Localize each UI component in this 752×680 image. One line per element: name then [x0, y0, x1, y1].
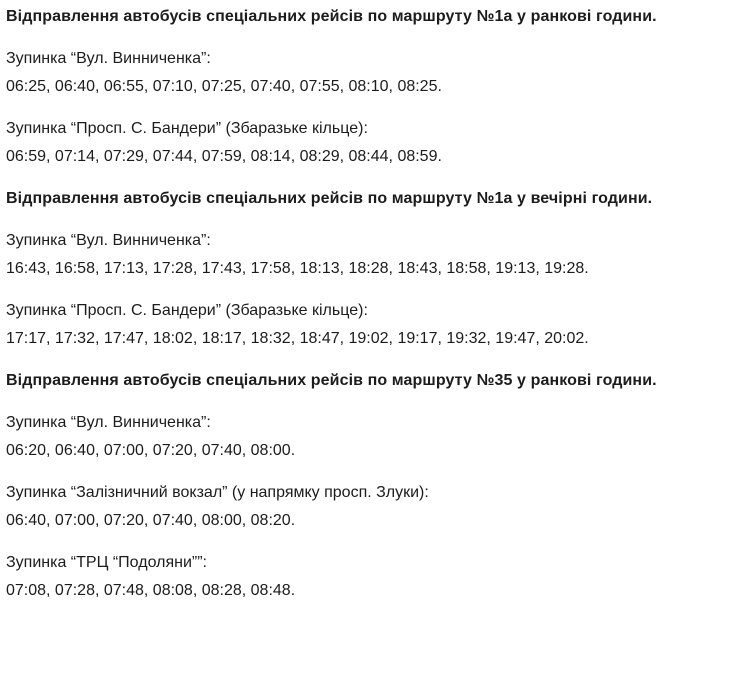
section-title: Відправлення автобусів спеціальних рейсів по маршруту №35 у ранкові години. — [6, 372, 657, 389]
stop-times: 06:59, 07:14, 07:29, 07:44, 07:59, 08:14, 08:29, 08:44, 08:59. — [6, 148, 442, 165]
stop-name: Зупинка “Залізничний вокзал” (у напрямку просп. Злуки): — [6, 484, 429, 501]
stop-name: Зупинка “Просп. С. Бандери” (Збаразьке кільце): — [6, 302, 368, 319]
schedule-section-route-35-morning — [6, 367, 752, 605]
stop-name: Зупинка “Вул. Винниченка”: — [6, 50, 211, 67]
stop-times: 17:17, 17:32, 17:47, 18:02, 18:17, 18:32, 18:47, 19:02, 19:17, 19:32, 19:47, 20:02. — [6, 330, 589, 347]
section-title: Відправлення автобусів спеціальних рейсів по маршруту №1а у вечірні години. — [6, 190, 653, 207]
stop-block-vynnychenka — [6, 45, 752, 101]
stop-block-railway-station — [6, 479, 752, 535]
stop-name: Зупинка “Вул. Винниченка”: — [6, 414, 211, 431]
stop-name: Зупинка “Просп. С. Бандери” (Збаразьке кільце): — [6, 120, 368, 137]
stop-times: 06:40, 07:00, 07:20, 07:40, 08:00, 08:20. — [6, 512, 296, 529]
stop-times: 06:20, 06:40, 07:00, 07:20, 07:40, 08:00. — [6, 442, 296, 459]
stop-block-podoliany-mall — [6, 549, 752, 605]
stop-block-bandery — [6, 115, 752, 171]
stop-times: 16:43, 16:58, 17:13, 17:28, 17:43, 17:58, 18:13, 18:28, 18:43, 18:58, 19:13, 19:28. — [6, 260, 589, 277]
section-title: Відправлення автобусів спеціальних рейсів по маршруту №1а у ранкові години. — [6, 8, 657, 25]
schedule-section-route-1a-evening — [6, 185, 752, 353]
schedule-section-route-1a-morning — [6, 3, 752, 171]
stop-block-vynnychenka — [6, 227, 752, 283]
stop-times: 07:08, 07:28, 07:48, 08:08, 08:28, 08:48. — [6, 582, 296, 599]
stop-name: Зупинка “ТРЦ “Подоляни””: — [6, 554, 207, 571]
stop-name: Зупинка “Вул. Винниченка”: — [6, 232, 211, 249]
stop-block-bandery — [6, 297, 752, 353]
stop-block-vynnychenka — [6, 409, 752, 465]
stop-times: 06:25, 06:40, 06:55, 07:10, 07:25, 07:40, 07:55, 08:10, 08:25. — [6, 78, 442, 95]
